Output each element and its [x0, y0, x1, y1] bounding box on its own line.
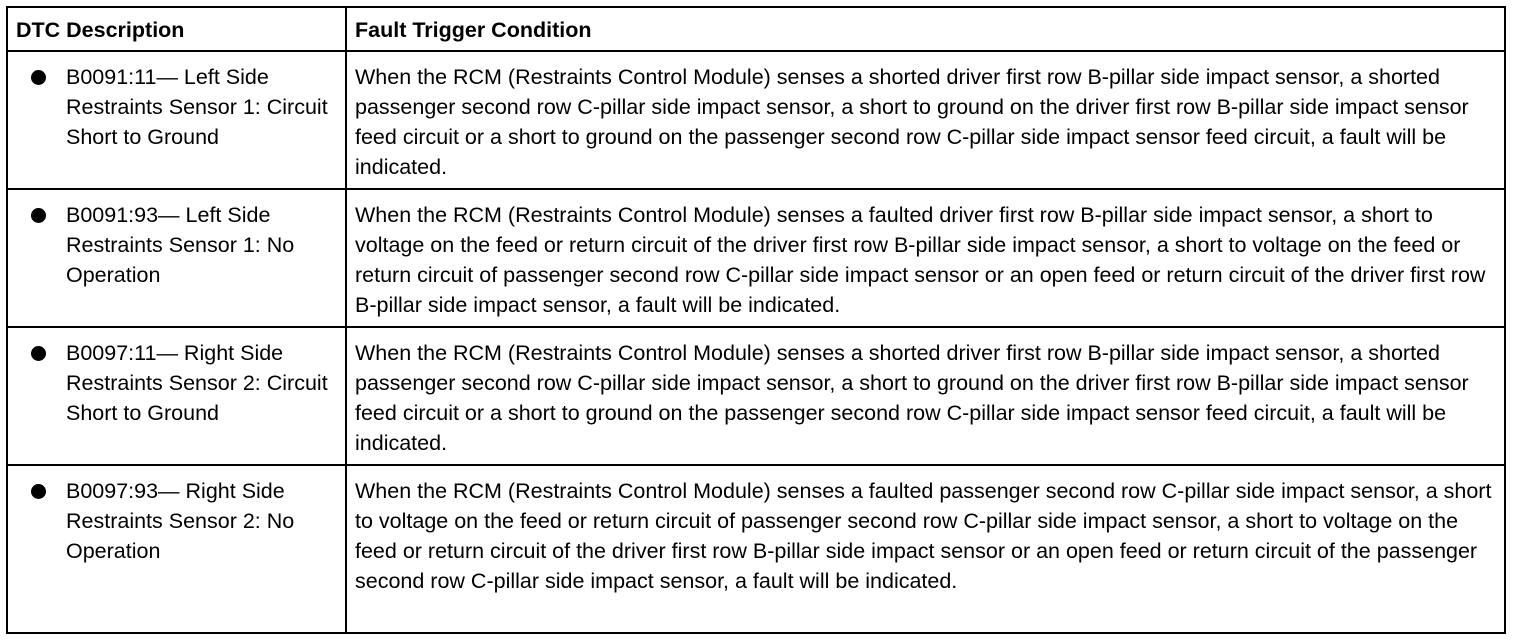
table-header-row [7, 7, 1505, 51]
dtc-description-text: B0091:11— Left Side Restraints Sensor 1: Circuit Short to Ground [66, 65, 328, 149]
table-row [7, 51, 1505, 189]
dtc-description-cell [7, 327, 346, 465]
bullet-icon [31, 70, 46, 85]
fault-trigger-condition-cell [346, 189, 1505, 327]
bullet-icon [31, 346, 46, 361]
dtc-table [6, 6, 1506, 634]
fault-trigger-condition-text: When the RCM (Restraints Control Module) senses a shorted driver first row B-pillar side impact sensor, a shorted passenger second row C-pillar side impact sensor, a short to ground on the driver first row B-pillar side impact sensor feed circuit or a short to ground on the passenger second row C-pillar side impact sensor feed circuit, a fault will be indicated. [355, 65, 1469, 179]
fault-trigger-condition-text: When the RCM (Restraints Control Module) senses a faulted passenger second row C-pillar side impact sensor, a short to voltage on the feed or return circuit of passenger second row C-pillar side impact sensor, a short to voltage on the feed or return circuit of the driver first row B-pillar side impact sensor or an open feed or return circuit of the passenger second row C-pillar side impact sensor, a fault will be indicated. [355, 479, 1492, 593]
fault-trigger-condition-text: When the RCM (Restraints Control Module) senses a faulted driver first row B-pillar side impact sensor, a short to voltage on the feed or return circuit of the driver first row B-pillar side impact sensor, a short to voltage on the feed or return circuit of passenger second row C-pillar side impact sensor or an open feed or return circuit of the driver first row B-pillar side impact sensor, a fault will be indicated. [355, 203, 1486, 317]
bullet-icon [31, 484, 46, 499]
dtc-description-cell [7, 189, 346, 327]
dtc-description-text: B0091:93— Left Side Restraints Sensor 1: No Operation [66, 203, 295, 287]
table-row [7, 327, 1505, 465]
dtc-description-cell [7, 51, 346, 189]
header-fault-trigger-condition: Fault Trigger Condition [346, 7, 1505, 51]
fault-trigger-condition-cell [346, 327, 1505, 465]
bullet-icon [31, 208, 46, 223]
dtc-description-cell [7, 465, 346, 633]
fault-trigger-condition-cell [346, 51, 1505, 189]
table-row [7, 465, 1505, 633]
header-dtc-description: DTC Description [7, 7, 346, 51]
table-row [7, 189, 1505, 327]
fault-trigger-condition-cell [346, 465, 1505, 633]
dtc-description-text: B0097:11— Right Side Restraints Sensor 2: Circuit Short to Ground [66, 341, 328, 425]
dtc-description-text: B0097:93— Right Side Restraints Sensor 2: No Operation [66, 479, 295, 563]
fault-trigger-condition-text: When the RCM (Restraints Control Module) senses a shorted driver first row B-pillar side impact sensor, a shorted passenger second row C-pillar side impact sensor, a short to ground on the driver first row B-pillar side impact sensor feed circuit or a short to ground on the passenger second row C-pillar side impact sensor feed circuit, a fault will be indicated. [355, 341, 1469, 455]
